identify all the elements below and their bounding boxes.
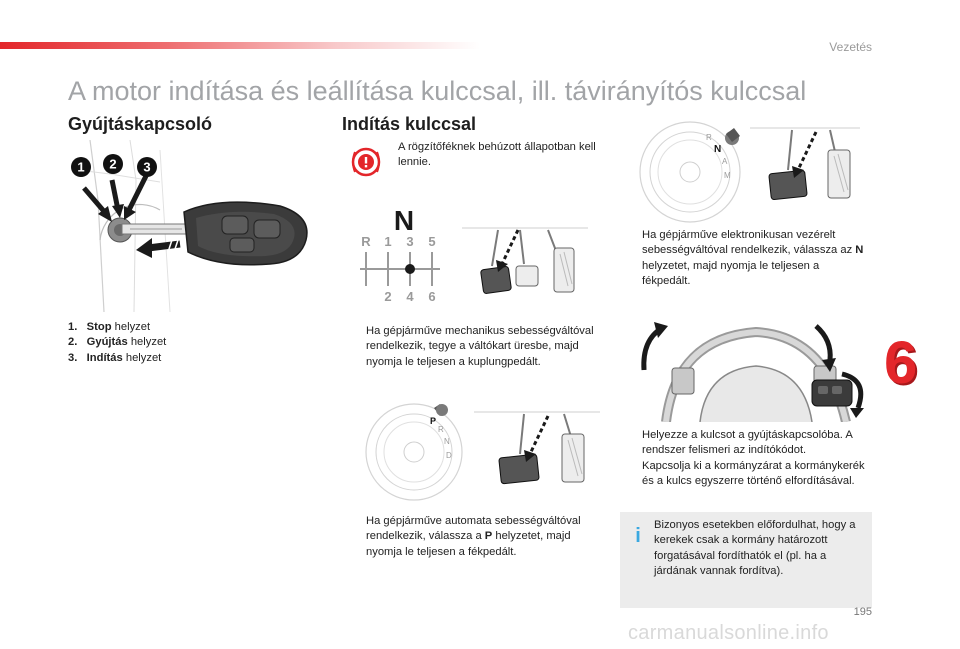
manual-gearbox-bullet: Ha gépjárműve mechanikus sebességváltóval rendelkezik, tegye a váltókart üresbe, majd nyomja le teljesen a kuplungpedált. — [366, 325, 594, 368]
info-note-text: Bizonyos esetekben előfordulhat, hogy a kerekek csak a kormány határozott forgatásával fordíthatók el (pl. ha a járdának vannak fordítva). — [654, 519, 856, 578]
position-item-3: 3. Indítás helyzet — [68, 351, 162, 364]
etg-gearbox-bullet: Ha gépjárműve elektronikusan vezérelt sebességváltóval rendelkezik, válassza az N helyzetet, majd nyomja le teljesen a fékpedált. — [642, 229, 864, 288]
callout-1-label: 1 — [77, 159, 85, 175]
unlock-steering-bullet: Kapcsolja ki a kormányzárat a kormánykerék és a kulcs egyszerre történő elfordításával. — [642, 460, 865, 488]
etg-gear-dial — [634, 116, 746, 224]
gear-6: 6 — [428, 289, 436, 304]
page-number: 195 — [853, 606, 872, 618]
etg-r: R — [706, 133, 712, 142]
callout-3-icon — [136, 156, 158, 178]
etg-a: A — [722, 157, 728, 166]
header-accent-bar — [0, 42, 480, 49]
page-title: A motor indítása és leállítása kulccsal, ill. távirányítós kulccsal — [68, 76, 807, 106]
three-pedals-illustration — [462, 226, 588, 304]
gear-r: R — [361, 234, 371, 249]
gear-3: 3 — [406, 234, 414, 249]
gear-n-label: N — [393, 205, 415, 236]
manual-gear-pattern — [356, 200, 446, 308]
heading-start-with-key: Indítás kulccsal — [342, 114, 477, 134]
ignition-position-list — [68, 320, 166, 366]
heading-ignition-switch: Gyújtáskapcsoló — [68, 114, 213, 134]
position-item-2: 2. Gyújtás helyzet — [68, 336, 167, 349]
warning-text: A rögzítőféknek behúzott állapotban kell lennie. — [398, 141, 596, 169]
steering-wheel-illustration — [636, 318, 872, 422]
position-item-1: 1. Stop helyzet — [68, 321, 151, 333]
watermark-text: carmanualsonline.info — [628, 622, 829, 644]
auto-r: R — [438, 425, 444, 434]
two-pedals-illustration — [474, 410, 600, 492]
etg-m: M — [724, 171, 731, 180]
automatic-gearbox-bullet: Ha gépjárműve automata sebességváltóval rendelkezik, válassza a P helyzetet, majd nyomja le teljesen a fékpedált. — [366, 515, 581, 558]
auto-n: N — [444, 437, 450, 446]
warning-icon — [350, 146, 382, 178]
gear-2: 2 — [384, 289, 392, 304]
gear-4: 4 — [406, 289, 414, 304]
chapter-label: Vezetés — [829, 40, 872, 54]
auto-d: D — [446, 451, 452, 460]
info-icon — [630, 524, 646, 544]
etg-n: N — [714, 144, 722, 155]
callout-1-icon — [70, 156, 92, 178]
callout-2-label: 2 — [109, 156, 117, 172]
svg-text:i: i — [635, 525, 641, 544]
callout-2-icon — [102, 153, 124, 175]
auto-p: P — [430, 416, 437, 426]
callout-3-label: 3 — [143, 159, 151, 175]
gear-5: 5 — [428, 234, 436, 249]
etg-pedals-illustration — [750, 126, 860, 210]
automatic-gear-dial — [360, 396, 468, 504]
chapter-number: 6 — [884, 329, 918, 396]
insert-key-bullet: Helyezze a kulcsot a gyújtáskapcsolóba. A rendszer felismeri az indítókódot. — [642, 429, 853, 457]
gear-1: 1 — [384, 234, 392, 249]
